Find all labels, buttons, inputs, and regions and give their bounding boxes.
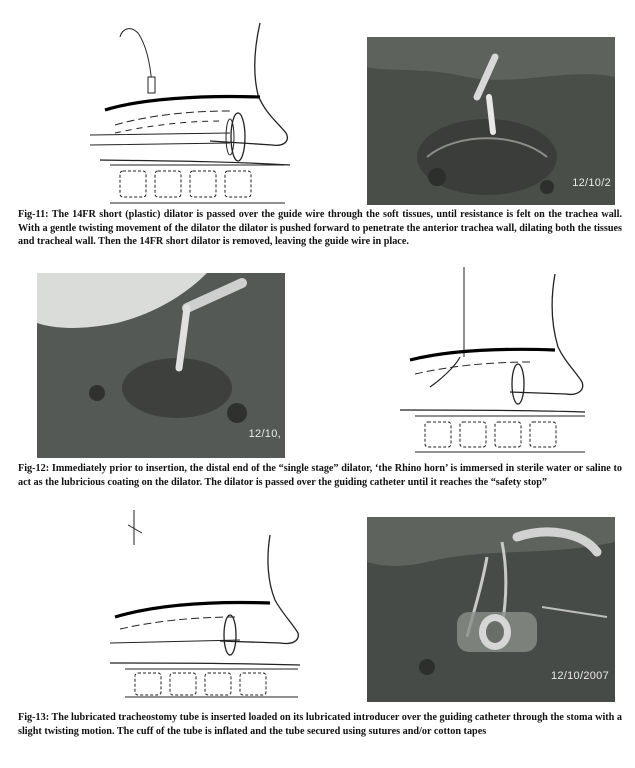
fig13-neck-diagram-drawing bbox=[70, 505, 310, 700]
fig11-caption: Fig-11: The 14FR short (plastic) dilator is passed over the guide wire through the soft tissues, until resistance is felt on the trachea wall. With a gentle twisting movement of the dilator the dilator is pushed forward to penetrate the anterior trachea wall, dilating both the tissues and tracheal wall. Then the 14FR short dilator is removed, leaving the guide wire in place. bbox=[18, 209, 622, 248]
fig11-photo bbox=[367, 37, 615, 205]
fig12-neck-diagram bbox=[370, 262, 610, 457]
fig13-caption: Fig-13: The lubricated tracheostomy tube is inserted loaded on its lubricated introducer over the guiding catheter through the stoma with a slight twisting motion. The cuff of the tube is inflated and the tube secured using sutures and/or cotton tapes bbox=[18, 712, 622, 737]
fig13-photo-date-stamp: 12/10/2007 bbox=[550, 670, 609, 682]
fig12-caption: Fig-12: Immediately prior to insertion, the distal end of the “single stage” dilator, ‘the Rhino horn’ is immersed in sterile water or saline to act as the lubricious coating on the dilator. The dilator is passed over the guiding catheter until it reaches the “safety stop” bbox=[18, 463, 622, 488]
fig12-photo bbox=[37, 273, 285, 458]
fig12-photo-date-stamp: 12/10, bbox=[248, 428, 281, 440]
fig13-photo bbox=[367, 517, 615, 702]
fig13-neck-diagram bbox=[70, 505, 310, 700]
fig11-photo-date-stamp: 12/10/2 bbox=[572, 177, 611, 189]
fig11-neck-diagram bbox=[60, 15, 300, 205]
fig12-neck-diagram-drawing bbox=[370, 262, 610, 457]
fig11-neck-diagram-drawing bbox=[60, 15, 300, 205]
